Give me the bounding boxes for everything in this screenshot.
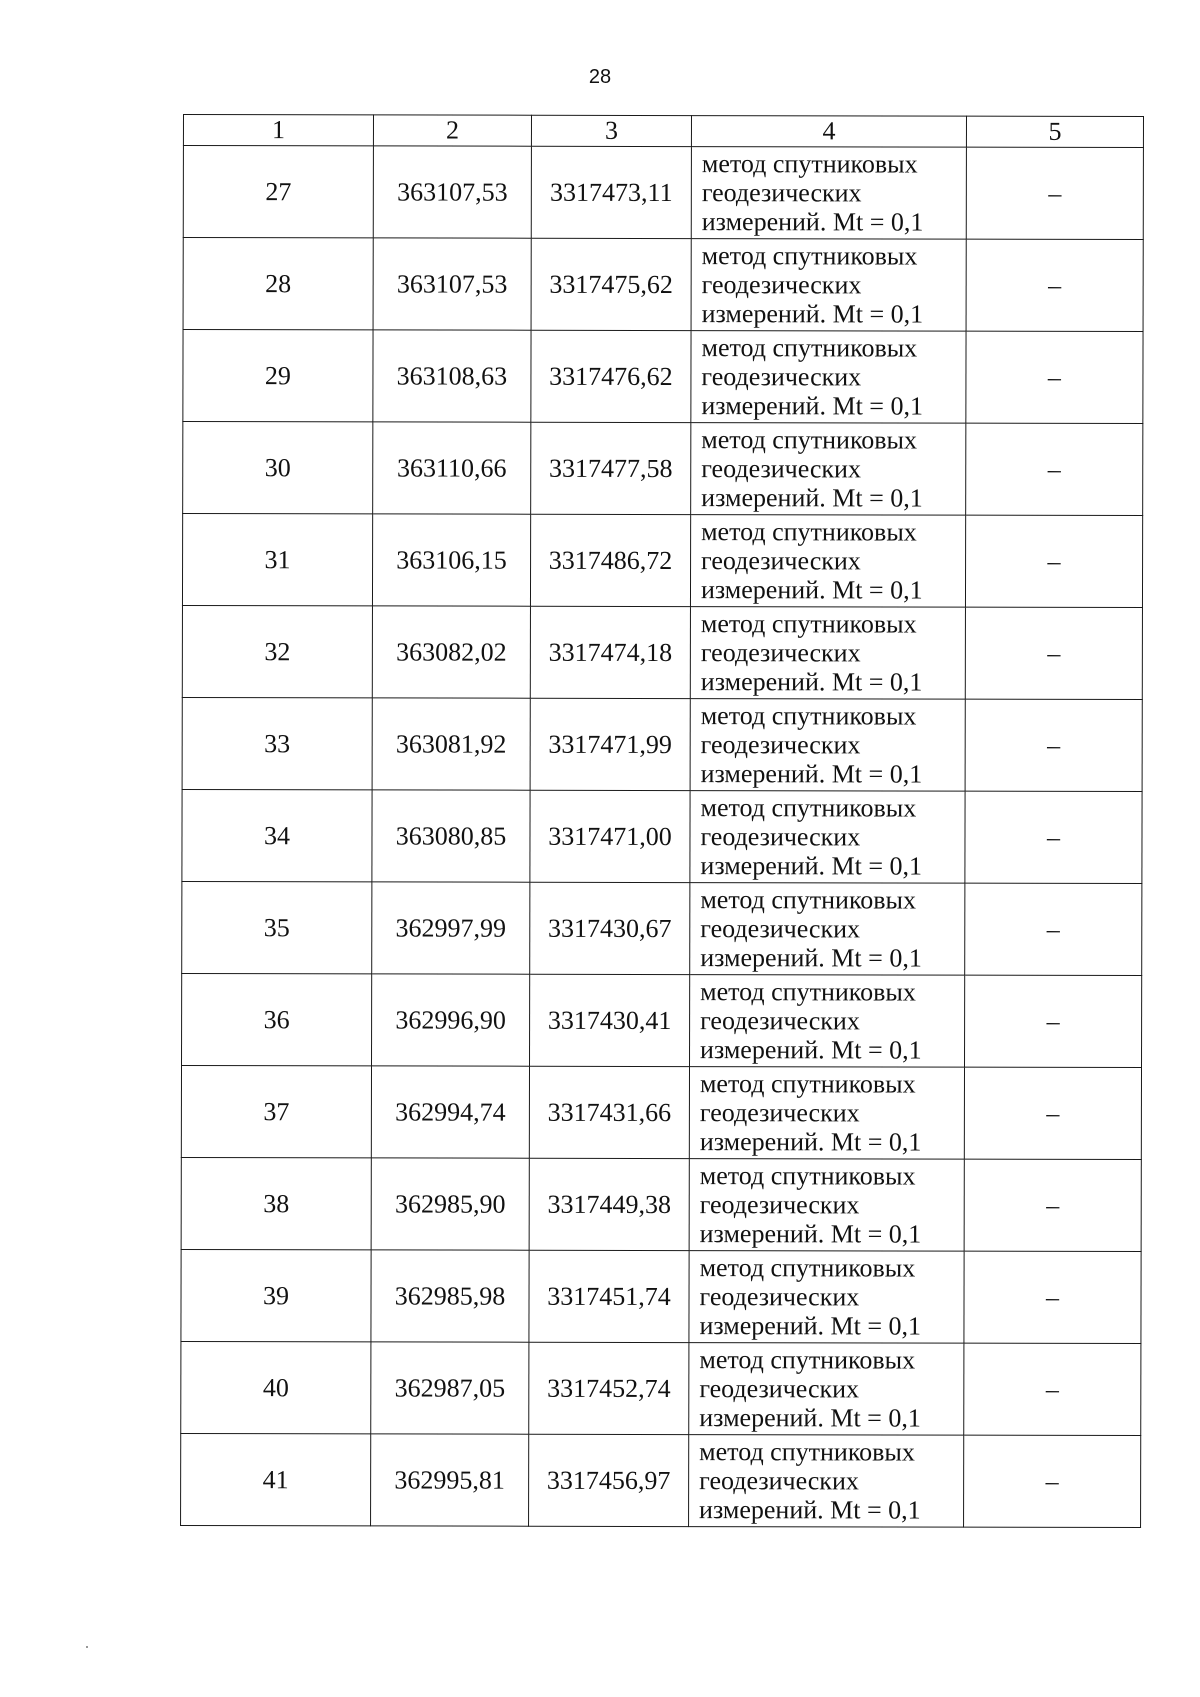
- method-line: геодезических: [699, 1282, 860, 1312]
- method-line: метод спутниковых: [700, 793, 917, 823]
- method-line: измерений. Mt = 0,1: [701, 299, 924, 329]
- note-cell: –: [964, 1435, 1141, 1527]
- method-line: измерений. Mt = 0,1: [701, 483, 923, 513]
- y-coordinate-cell: 3317471,99: [530, 698, 690, 790]
- y-coordinate-cell: 3317473,11: [531, 146, 691, 238]
- method-line: геодезических: [700, 730, 861, 760]
- coordinates-table: [180, 114, 1144, 1528]
- note-cell: –: [965, 791, 1142, 883]
- table-row: [181, 1249, 1141, 1343]
- method-line: метод спутниковых: [699, 1345, 916, 1375]
- point-number-cell: 27: [183, 146, 373, 238]
- method-line: измерений. Mt = 0,1: [700, 667, 923, 697]
- method-cell: [691, 423, 966, 516]
- x-coordinate-cell: 362994,74: [371, 1066, 529, 1158]
- table-row: [183, 422, 1143, 516]
- y-coordinate-cell: 3317430,67: [530, 882, 690, 974]
- method-cell: [690, 515, 965, 608]
- header-col-2: 2: [373, 115, 531, 146]
- method-line: геодезических: [700, 914, 861, 944]
- method-line: метод спутниковых: [699, 1437, 915, 1467]
- point-number-cell: 35: [182, 881, 372, 973]
- method-line: метод спутниковых: [701, 425, 918, 455]
- x-coordinate-cell: 363107,53: [373, 238, 531, 330]
- note-cell: –: [965, 699, 1142, 791]
- note-cell: –: [965, 607, 1142, 699]
- point-number-cell: 41: [181, 1433, 371, 1525]
- y-coordinate-cell: 3317431,66: [529, 1066, 689, 1158]
- table-row: [181, 1433, 1141, 1527]
- method-line: геодезических: [699, 1190, 860, 1220]
- method-line: измерений. Mt = 0,1: [699, 1311, 922, 1341]
- method-line: геодезических: [699, 1466, 859, 1496]
- method-line: метод спутниковых: [701, 517, 917, 547]
- header-col-5: 5: [966, 116, 1143, 147]
- method-cell: [691, 331, 966, 424]
- x-coordinate-cell: 362987,05: [371, 1342, 529, 1434]
- scan-dot: [86, 1646, 88, 1648]
- y-coordinate-cell: 3317475,62: [531, 238, 691, 330]
- header-row: [183, 115, 1143, 148]
- point-number-cell: 28: [183, 238, 373, 330]
- method-line: измерений. Mt = 0,1: [700, 943, 922, 973]
- method-line: метод спутниковых: [700, 609, 917, 639]
- x-coordinate-cell: 362997,99: [372, 882, 530, 974]
- table-body: [181, 146, 1144, 1528]
- note-cell: –: [964, 1159, 1141, 1251]
- method-line: измерений. Mt = 0,1: [700, 575, 923, 605]
- table-row: [182, 514, 1142, 608]
- x-coordinate-cell: 363107,53: [373, 146, 531, 238]
- y-coordinate-cell: 3317476,62: [531, 330, 691, 422]
- method-line: метод спутниковых: [699, 1161, 916, 1191]
- method-line: метод спутниковых: [700, 885, 917, 915]
- x-coordinate-cell: 362985,98: [371, 1250, 529, 1342]
- method-cell: [690, 607, 965, 700]
- method-line: измерений. Mt = 0,1: [699, 1127, 922, 1157]
- method-cell: [690, 883, 965, 976]
- method-line: геодезических: [701, 454, 862, 484]
- point-number-cell: 37: [181, 1065, 371, 1157]
- y-coordinate-cell: 3317430,41: [530, 974, 690, 1066]
- note-cell: –: [966, 423, 1143, 515]
- table-row: [182, 605, 1142, 699]
- method-line: измерений. Mt = 0,1: [700, 851, 923, 881]
- method-line: метод спутниковых: [701, 333, 918, 363]
- method-cell: [689, 1251, 964, 1344]
- method-line: метод спутниковых: [700, 977, 916, 1007]
- point-number-cell: 34: [182, 789, 372, 881]
- table-header: [183, 115, 1143, 148]
- x-coordinate-cell: 363082,02: [372, 606, 530, 698]
- point-number-cell: 30: [183, 422, 373, 514]
- method-line: геодезических: [700, 1006, 860, 1036]
- y-coordinate-cell: 3317452,74: [529, 1342, 689, 1434]
- method-cell: [689, 1343, 964, 1436]
- header-col-4: 4: [691, 116, 966, 148]
- point-number-cell: 39: [181, 1249, 371, 1341]
- header-col-1: 1: [183, 115, 373, 146]
- y-coordinate-cell: 3317477,58: [531, 422, 691, 514]
- point-number-cell: 29: [183, 330, 373, 422]
- method-line: геодезических: [701, 270, 862, 300]
- table-row: [182, 789, 1142, 883]
- y-coordinate-cell: 3317456,97: [529, 1434, 689, 1526]
- method-cell: [690, 791, 965, 884]
- x-coordinate-cell: 363081,92: [372, 698, 530, 790]
- note-cell: –: [964, 1067, 1141, 1159]
- method-line: измерений. Mt = 0,1: [701, 207, 924, 237]
- point-number-cell: 31: [182, 514, 372, 606]
- table-row: [183, 238, 1143, 332]
- method-line: измерений. Mt = 0,1: [701, 391, 924, 421]
- point-number-cell: 33: [182, 697, 372, 789]
- table-row: [182, 697, 1142, 791]
- x-coordinate-cell: 362995,81: [371, 1434, 529, 1526]
- page-number: 28: [588, 66, 612, 88]
- x-coordinate-cell: 363106,15: [372, 514, 530, 606]
- note-cell: –: [964, 1343, 1141, 1435]
- method-line: измерений. Mt = 0,1: [699, 1495, 921, 1525]
- method-line: геодезических: [701, 546, 861, 576]
- x-coordinate-cell: 362985,90: [371, 1158, 529, 1250]
- method-line: геодезических: [700, 638, 861, 668]
- method-line: геодезических: [701, 362, 862, 392]
- y-coordinate-cell: 3317471,00: [530, 790, 690, 882]
- table-row: [182, 973, 1142, 1067]
- table-row: [182, 881, 1142, 975]
- method-cell: [691, 147, 966, 240]
- y-coordinate-cell: 3317486,72: [530, 514, 690, 606]
- method-line: измерений. Mt = 0,1: [700, 759, 923, 789]
- x-coordinate-cell: 363110,66: [373, 422, 531, 514]
- note-cell: –: [965, 975, 1142, 1067]
- method-line: метод спутниковых: [699, 1069, 916, 1099]
- method-line: геодезических: [701, 178, 862, 208]
- header-col-3: 3: [531, 115, 691, 146]
- method-line: метод спутниковых: [701, 149, 918, 179]
- x-coordinate-cell: 362996,90: [372, 974, 530, 1066]
- table-row: [183, 146, 1143, 240]
- note-cell: –: [966, 239, 1143, 331]
- x-coordinate-cell: 363108,63: [373, 330, 531, 422]
- point-number-cell: 40: [181, 1341, 371, 1433]
- method-line: метод спутниковых: [700, 701, 917, 731]
- method-line: измерений. Mt = 0,1: [699, 1403, 921, 1433]
- point-number-cell: 32: [182, 605, 372, 697]
- method-line: геодезических: [699, 1374, 860, 1404]
- table-row: [181, 1341, 1141, 1435]
- note-cell: –: [965, 883, 1142, 975]
- method-cell: [691, 239, 966, 332]
- table-row: [181, 1065, 1141, 1159]
- method-cell: [689, 1435, 964, 1528]
- note-cell: –: [965, 515, 1142, 607]
- note-cell: –: [966, 331, 1143, 423]
- method-line: метод спутниковых: [699, 1253, 916, 1283]
- table-row: [181, 1157, 1141, 1251]
- note-cell: –: [966, 147, 1143, 239]
- method-cell: [689, 1067, 964, 1160]
- method-line: геодезических: [699, 1098, 860, 1128]
- method-line: метод спутниковых: [701, 241, 918, 271]
- method-line: измерений. Mt = 0,1: [700, 1035, 922, 1065]
- table-row: [183, 330, 1143, 424]
- point-number-cell: 36: [182, 973, 372, 1065]
- method-cell: [689, 1159, 964, 1252]
- y-coordinate-cell: 3317474,18: [530, 606, 690, 698]
- method-cell: [690, 699, 965, 792]
- note-cell: –: [964, 1251, 1141, 1343]
- method-line: геодезических: [700, 822, 861, 852]
- method-cell: [690, 975, 965, 1068]
- x-coordinate-cell: 363080,85: [372, 790, 530, 882]
- point-number-cell: 38: [181, 1157, 371, 1249]
- y-coordinate-cell: 3317451,74: [529, 1250, 689, 1342]
- y-coordinate-cell: 3317449,38: [529, 1158, 689, 1250]
- method-line: измерений. Mt = 0,1: [699, 1219, 922, 1249]
